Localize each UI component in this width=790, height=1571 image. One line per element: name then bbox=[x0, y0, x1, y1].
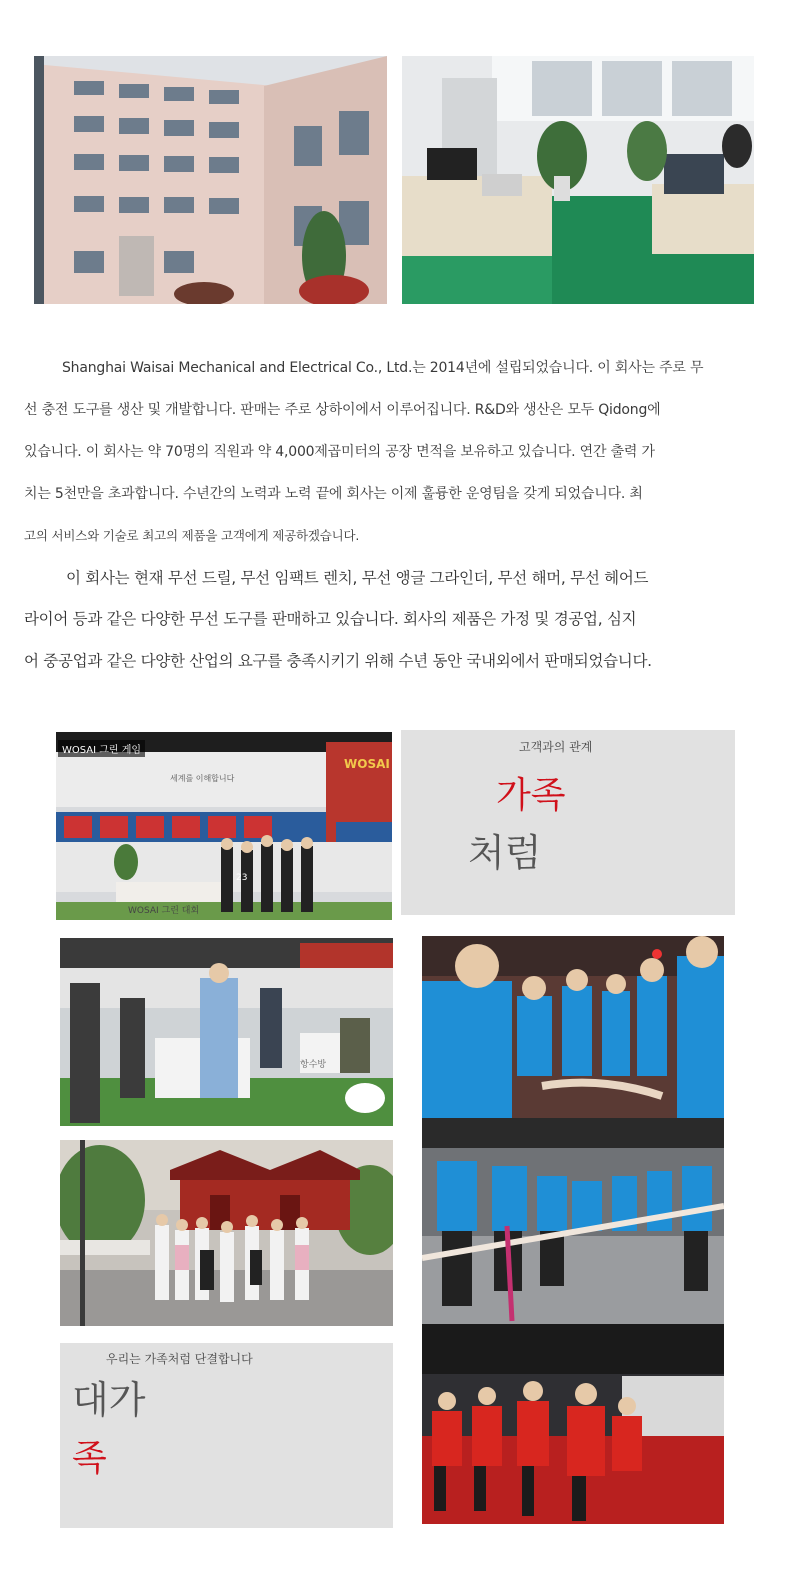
intro-line: Shanghai Waisai Mechanical and Electrical Co., Ltd.는 2014년에 설립되었습니다. 이 회사는 주로 무 bbox=[62, 360, 704, 376]
booth-sign-text: WOSAI 그린 게임 bbox=[58, 740, 145, 757]
trade-fair-visitors-photo bbox=[60, 938, 393, 1126]
family-card-red-word: 족 bbox=[72, 1438, 107, 1479]
family-card-caption: 우리는 가족처럼 단결합니다 bbox=[106, 1352, 253, 1366]
products-line: 라이어 등과 같은 다양한 무선 도구를 판매하고 있습니다. 회사의 제품은 가정 및 경공업, 심지 bbox=[24, 610, 637, 628]
group-trip-photo bbox=[60, 1140, 393, 1326]
booth-number-text: 23 bbox=[236, 873, 248, 883]
team-activity-photo bbox=[422, 936, 724, 1524]
intro-line: 있습니다. 이 회사는 약 70명의 직원과 약 4,000제곱미터의 공장 면적을 보유하고 있습니다. 연간 출력 가 bbox=[24, 444, 655, 460]
family-unity-card bbox=[60, 1343, 393, 1528]
customer-card-red-word: 가족 bbox=[496, 775, 566, 816]
products-line: 어 중공업과 같은 다양한 산업의 요구를 충족시키기 위해 수년 동안 국내외에서 판매되었습니다. bbox=[24, 652, 652, 670]
intro-line: 고의 서비스와 기술로 최고의 제품을 고객에게 제공하겠습니다. bbox=[24, 528, 360, 543]
booth-subtitle-text: 세계를 이해합니다 bbox=[170, 774, 235, 783]
booth-counter-text: WOSAI 그린 대회 bbox=[128, 906, 200, 916]
office-interior-photo bbox=[402, 56, 754, 304]
fair-counter-text: 항수방 bbox=[300, 1060, 327, 1070]
booth-brand-text: WOSAI bbox=[344, 757, 390, 771]
intro-line: 치는 5천만을 초과합니다. 수년간의 노력과 노력 끝에 회사는 이제 훌륭한 운영팀을 갖게 되었습니다. 최 bbox=[24, 486, 643, 502]
factory-building-photo bbox=[34, 56, 387, 304]
customer-card-grey-word: 처럼 bbox=[468, 831, 542, 875]
customer-card-caption: 고객과의 관계 bbox=[519, 740, 593, 754]
products-line: 이 회사는 현재 무선 드릴, 무선 임팩트 렌치, 무선 앵글 그라인더, 무선 해머, 무선 헤어드 bbox=[66, 569, 649, 587]
trade-show-booth-photo bbox=[56, 732, 392, 920]
customer-relation-card bbox=[401, 730, 735, 915]
intro-line: 선 충전 도구를 생산 및 개발합니다. 판매는 주로 상하이에서 이루어집니다. R&D와 생산은 모두 Qidong에 bbox=[24, 402, 661, 418]
family-card-grey-word: 대가 bbox=[72, 1378, 146, 1422]
